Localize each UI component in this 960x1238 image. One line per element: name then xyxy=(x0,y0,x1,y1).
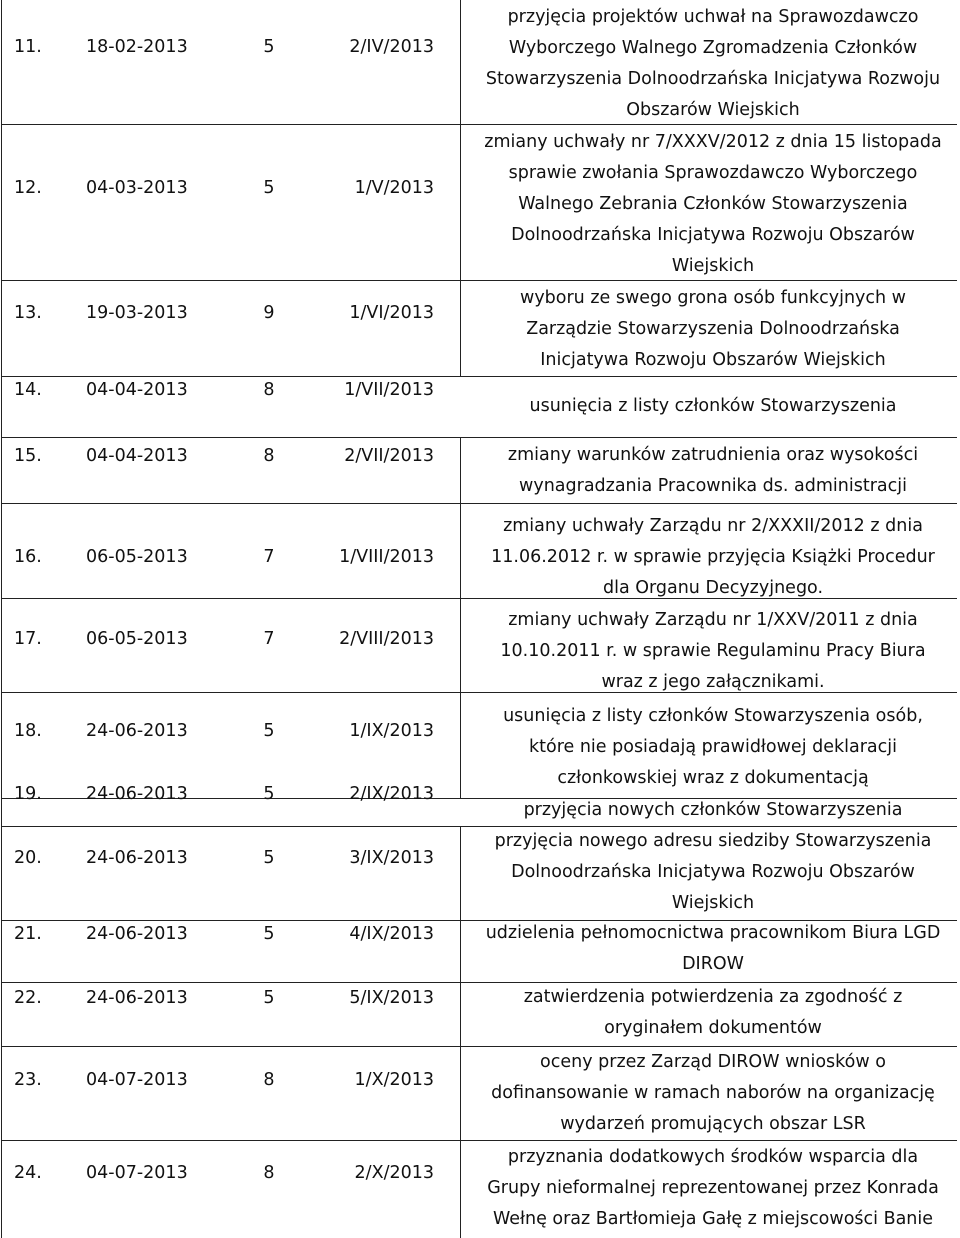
row-number: 20. xyxy=(14,848,42,868)
resolution-subject: zmiany warunków zatrudnienia oraz wysokości wynagradzania Pracownika ds. administracji xyxy=(507,445,919,496)
vote-count: 9 xyxy=(263,303,275,323)
row-number: 15. xyxy=(14,446,42,466)
resolution-subject: przyjęcia nowego adresu siedziby Stowarzyszenia Dolnoodrzańska Inicjatywa Rozwoju Obszarów Wiejskich xyxy=(494,831,932,913)
resolution-date: 04-03-2013 xyxy=(86,178,188,198)
resolution-date: 24-06-2013 xyxy=(86,721,188,741)
row-divider xyxy=(1,437,957,438)
vote-count: 5 xyxy=(263,37,275,57)
resolution-date: 04-07-2013 xyxy=(86,1163,188,1183)
vote-count: 8 xyxy=(263,1163,275,1183)
resolution-number: 1/V/2013 xyxy=(354,178,434,198)
resolution-subject: zmiany uchwały Zarządu nr 1/XXV/2011 z dnia 10.10.2011 r. w sprawie Regulaminu Pracy Biura wraz z jego załącznikami. xyxy=(500,610,926,692)
resolution-date: 04-04-2013 xyxy=(86,446,188,466)
vote-count: 8 xyxy=(263,1070,275,1090)
resolution-number: 1/X/2013 xyxy=(354,1070,434,1090)
resolution-date: 06-05-2013 xyxy=(86,547,188,567)
vote-count: 5 xyxy=(263,178,275,198)
vote-count: 5 xyxy=(263,721,275,741)
resolution-number: 3/IX/2013 xyxy=(349,848,434,868)
row-number: 13. xyxy=(14,303,42,323)
resolution-number: 1/VI/2013 xyxy=(349,303,434,323)
row-number: 23. xyxy=(14,1070,42,1090)
vote-count: 5 xyxy=(263,988,275,1008)
vote-count: 8 xyxy=(263,446,275,466)
vote-count: 5 xyxy=(263,848,275,868)
resolution-number: 5/IX/2013 xyxy=(349,988,434,1008)
resolution-subject: przyjęcia projektów uchwał na Sprawozdawczo Wyborczego Walnego Zgromadzenia Członków Stowarzyszenia Dolnoodrzańska Inicjatywa Rozwoju Obszarów Wiejskich xyxy=(485,7,941,120)
resolution-number: 2/X/2013 xyxy=(354,1163,434,1183)
resolution-number: 2/IV/2013 xyxy=(349,37,434,57)
resolution-subject: wyboru ze swego grona osób funkcyjnych w Zarządzie Stowarzyszenia Dolnoodrzańska Inicjatywa Rozwoju Obszarów Wiejskich xyxy=(520,288,906,370)
row-number: 19. xyxy=(14,784,42,804)
resolution-date: 04-04-2013 xyxy=(86,380,188,400)
resolution-date: 19-03-2013 xyxy=(86,303,188,323)
resolution-number: 4/IX/2013 xyxy=(349,924,434,944)
row-number: 22. xyxy=(14,988,42,1008)
resolution-date: 24-06-2013 xyxy=(86,924,188,944)
vote-count: 5 xyxy=(263,924,275,944)
row-number: 16. xyxy=(14,547,42,567)
resolution-number: 2/VIII/2013 xyxy=(339,629,434,649)
resolution-subject: zmiany uchwały Zarządu nr 2/XXXII/2012 z dnia 11.06.2012 r. w sprawie przyjęcia Książki Procedur dla Organu Decyzyjnego. xyxy=(491,516,935,598)
resolution-subject: zmiany uchwały nr 7/XXXV/2012 z dnia 15 listopada sprawie zwołania Sprawozdawczo Wyborczego Walnego Zebrania Członków Stowarzyszenia Dolnoodrzańska Inicjatywa Rozwoju Obszarów Wiejskich xyxy=(484,132,942,276)
resolution-number: 1/VII/2013 xyxy=(344,380,434,400)
resolution-date: 06-05-2013 xyxy=(86,629,188,649)
resolution-number: 2/VII/2013 xyxy=(344,446,434,466)
vote-count: 5 xyxy=(263,784,275,804)
column-divider xyxy=(460,0,461,376)
vote-count: 7 xyxy=(263,629,275,649)
row-number: 12. xyxy=(14,178,42,198)
row-number: 14. xyxy=(14,380,42,400)
column-divider xyxy=(1,0,2,1238)
resolution-subject: usunięcia z listy członków Stowarzyszenia xyxy=(529,396,897,416)
resolution-date: 24-06-2013 xyxy=(86,784,188,804)
resolution-subject: zatwierdzenia potwierdzenia za zgodność z oryginałem dokumentów xyxy=(523,987,903,1038)
resolution-number: 1/IX/2013 xyxy=(349,721,434,741)
column-divider xyxy=(460,437,461,798)
vote-count: 8 xyxy=(263,380,275,400)
resolution-subject: oceny przez Zarząd DIROW wniosków o dofinansowanie w ramach naborów na organizację wydarzeń promujących obszar LSR xyxy=(491,1052,935,1134)
resolution-number: 2/IX/2013 xyxy=(349,784,434,804)
resolution-date: 24-06-2013 xyxy=(86,848,188,868)
row-number: 21. xyxy=(14,924,42,944)
row-divider xyxy=(1,1140,957,1141)
resolution-date: 24-06-2013 xyxy=(86,988,188,1008)
resolution-subject: przyznania dodatkowych środków wsparcia dla Grupy nieformalnej reprezentowanej przez Konrada Wełnę oraz Bartłomieja Gałę z miejscowości Banie xyxy=(487,1147,939,1229)
resolution-subject: usunięcia z listy członków Stowarzyszenia osób, które nie posiadają prawidłowej deklaracji członkowskiej wraz z dokumentacją xyxy=(503,706,923,788)
resolution-number: 1/VIII/2013 xyxy=(339,547,434,567)
resolution-subject: przyjęcia nowych członków Stowarzyszenia xyxy=(523,800,903,820)
vote-count: 7 xyxy=(263,547,275,567)
resolution-date: 04-07-2013 xyxy=(86,1070,188,1090)
row-number: 17. xyxy=(14,629,42,649)
row-number: 24. xyxy=(14,1163,42,1183)
row-number: 18. xyxy=(14,721,42,741)
resolution-date: 18-02-2013 xyxy=(86,37,188,57)
row-divider xyxy=(1,503,957,504)
resolution-subject: udzielenia pełnomocnictwa pracownikom Biura LGD DIROW xyxy=(485,923,941,974)
row-number: 11. xyxy=(14,37,42,57)
column-divider xyxy=(460,826,461,1238)
